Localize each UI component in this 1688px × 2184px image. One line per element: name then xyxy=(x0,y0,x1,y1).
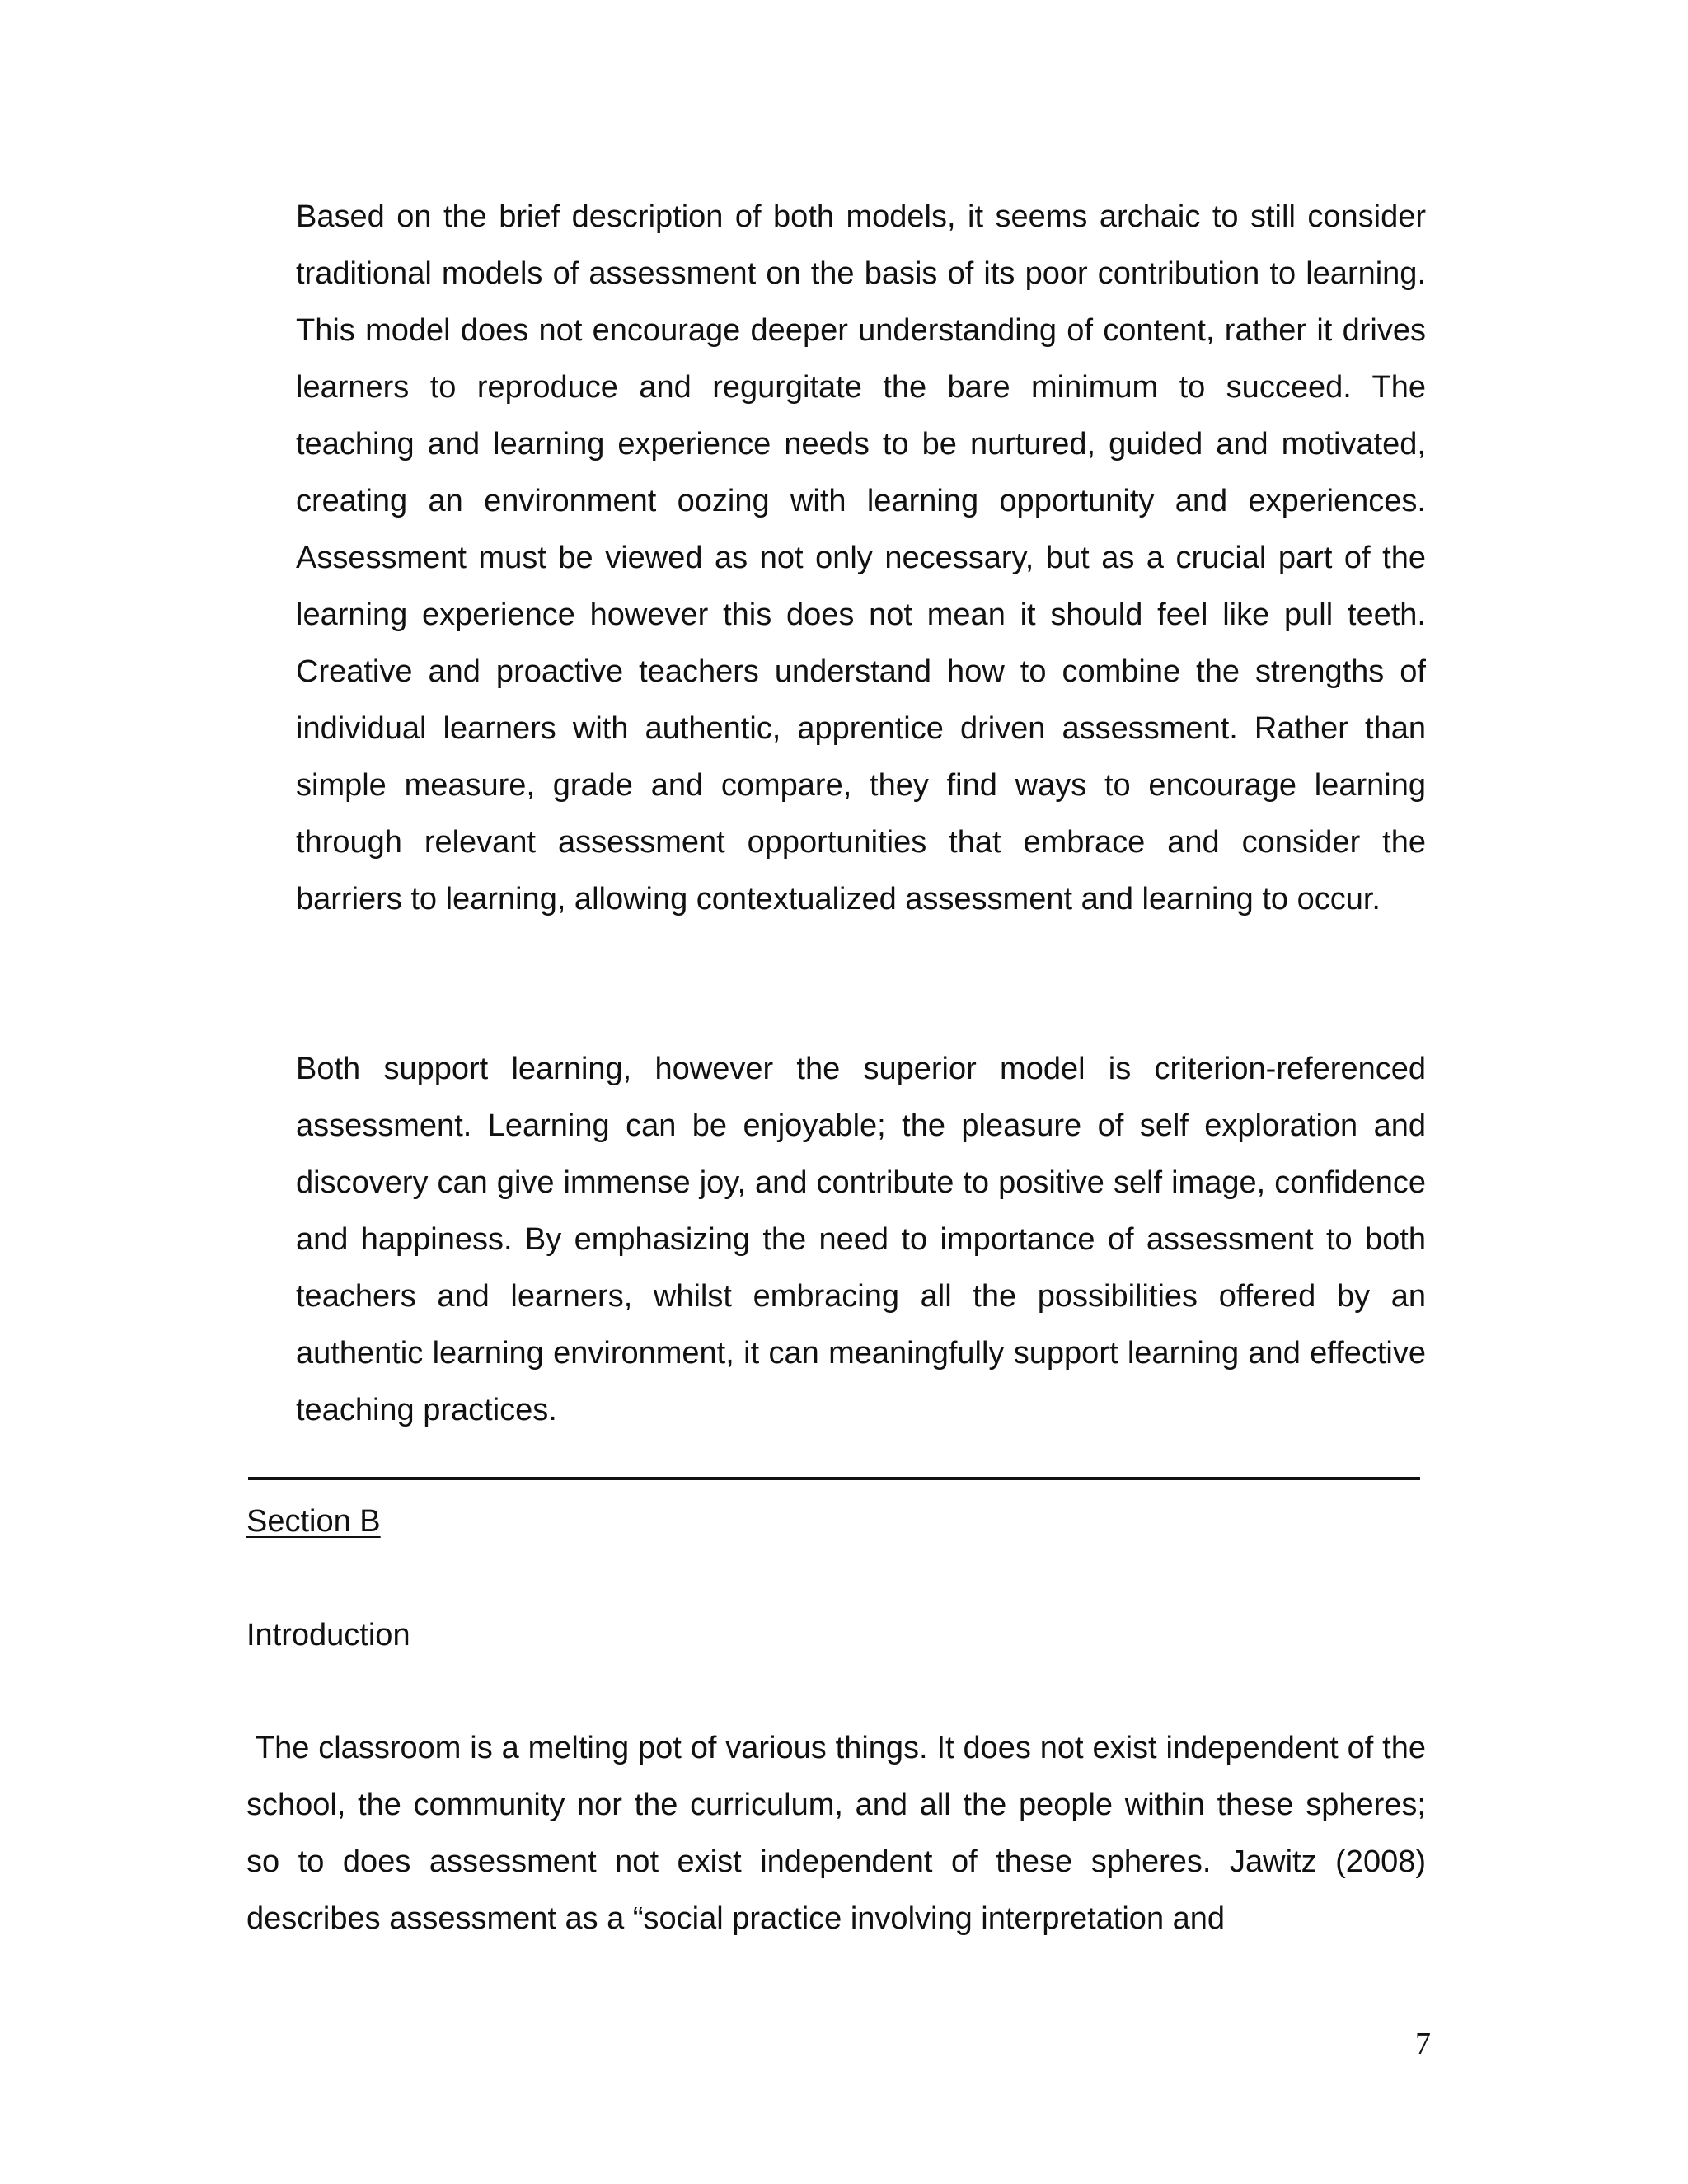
body-paragraph-criterion-referenced: Both support learning, however the superior model is criterion-referenced assessment. Learning can be enjoyable; the pleasure of self exploration and discovery can give immense joy, and contribute to positive self image, confidence and happiness. By emphasizing the need to importance of assessment to both teachers and learners, whilst embracing all the possibilities offered by an authentic learning environment, it can meaningfully support learning and effective teaching practices. xyxy=(296,1052,1426,1427)
page-number: 7 xyxy=(1415,2027,1431,2061)
introduction-heading: Introduction xyxy=(246,1618,410,1652)
body-paragraph-archaic-models: Based on the brief description of both models, it seems archaic to still consider traditional models of assessment on the basis of its poor contribution to learning. This model does not encourage deeper understanding of content, rather it drives learners to reproduce and regurgitate the bare minimum to succeed. The teaching and learning experience needs to be nurtured, guided and motivated, creating an environment oozing with learning opportunity and experiences. Assessment must be viewed as not only necessary, but as a crucial part of the learning experience however this does not mean it should feel like pull teeth. Creative and proactive teachers understand how to combine the strengths of individual learners with authentic, apprentice driven assessment. Rather than simple measure, grade and compare, they find ways to encourage learning through relevant assessment opportunities that embrace and consider the barriers to learning, allowing contextualized assessment and learning to occur. xyxy=(296,199,1426,916)
section-heading: Section B xyxy=(246,1504,381,1539)
body-paragraph-classroom: The classroom is a melting pot of various things. It does not exist independent of the school, the community nor the curriculum, and all the people within these spheres; so to does assessment not exist independent of these spheres. Jawitz (2008) describes assessment as a “social practice involving interpretation and xyxy=(246,1731,1426,1936)
section-divider-line xyxy=(248,1477,1420,1480)
